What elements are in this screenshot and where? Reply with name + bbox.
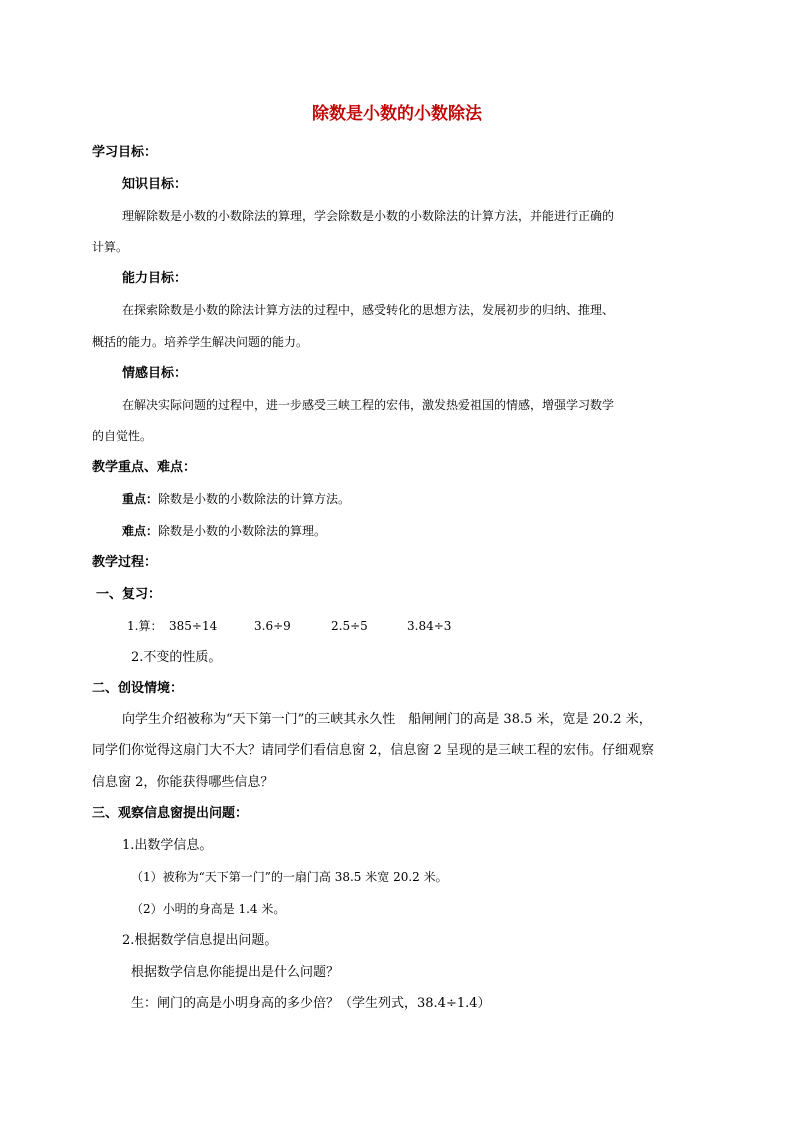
- objectives-heading: 学习目标：: [92, 145, 158, 160]
- knowledge-line-1: 理解除数是小数的小数除法的算理，学会除数是小数的小数除法的计算方法，并能进行正确的: [122, 209, 615, 223]
- scenario-heading: 二、创设情境：: [92, 681, 184, 696]
- observe-sub-1: （1）被称为“天下第一门”的一扇门高 38.5 米宽 20.2 米。: [131, 870, 448, 884]
- difficulty-label: 难点：: [122, 524, 159, 538]
- observe-item-2: 2.根据数学信息提出问题。: [122, 933, 278, 948]
- scenario-line-3: 信息窗 2，你能获得哪些信息？: [92, 775, 274, 790]
- ability-line-2: 概括的能力。培养学生解决问题的能力。: [92, 335, 309, 349]
- difficulty-text: 除数是小数的小数除法的算理。: [158, 524, 327, 538]
- key-points-heading: 教学重点、难点：: [92, 460, 197, 475]
- emotion-line-1: 在解决实际问题的过程中，进一步感受三峡工程的宏伟，激发热爱祖国的情感，增强学习数学: [122, 398, 615, 412]
- emotion-heading: 情感目标：: [122, 366, 188, 381]
- focus-label: 重点：: [122, 492, 159, 506]
- page-title: 除数是小数的小数除法: [312, 104, 482, 124]
- review-heading: 一、复习：: [96, 587, 162, 602]
- difficulty-line: [122, 525, 326, 537]
- ability-heading: 能力目标：: [122, 271, 188, 286]
- scenario-line-1: 向学生介绍被称为“天下第一门”的三峡其永久性 船闸闸门的高是 38.5 米，宽是 20.2 米，: [122, 712, 652, 727]
- emotion-line-2: 的自觉性。: [92, 429, 153, 443]
- focus-line: [122, 493, 350, 505]
- review-item-1-label: 1.算：: [127, 619, 163, 633]
- ability-line-1: 在探索除数是小数的除法计算方法的过程中，感受转化的思想方法，发展初步的归纳、推理、: [122, 303, 615, 317]
- observe-answer: 生：闸门的高是小明身高的多少倍？（学生列式，38.4÷1.4）: [131, 996, 491, 1011]
- scenario-line-2: 同学们你觉得这扇门大不大？请同学们看信息窗 2，信息窗 2 呈现的是三峡工程的宏伟。仔细观察: [92, 743, 654, 758]
- focus-text: 除数是小数的小数除法的计算方法。: [158, 492, 351, 506]
- process-heading: 教学过程：: [92, 555, 158, 570]
- knowledge-line-2: 计算。: [92, 240, 129, 254]
- review-calc-2: 3.6÷9: [254, 619, 291, 633]
- review-item-2: 2.不变的性质。: [131, 650, 222, 665]
- review-calc-3: 2.5÷5: [331, 619, 368, 633]
- knowledge-heading: 知识目标：: [122, 177, 188, 192]
- observe-question: 根据数学信息你能提出是什么问题？: [131, 965, 340, 980]
- observe-sub-2: （2）小明的身高是 1.4 米。: [131, 902, 286, 916]
- review-calc-4: 3.84÷3: [407, 619, 452, 633]
- review-calc-1: 385÷14: [169, 619, 218, 633]
- observe-item-1: 1.出数学信息。: [122, 838, 213, 853]
- observe-heading: 三、观察信息窗提出问题：: [92, 806, 249, 821]
